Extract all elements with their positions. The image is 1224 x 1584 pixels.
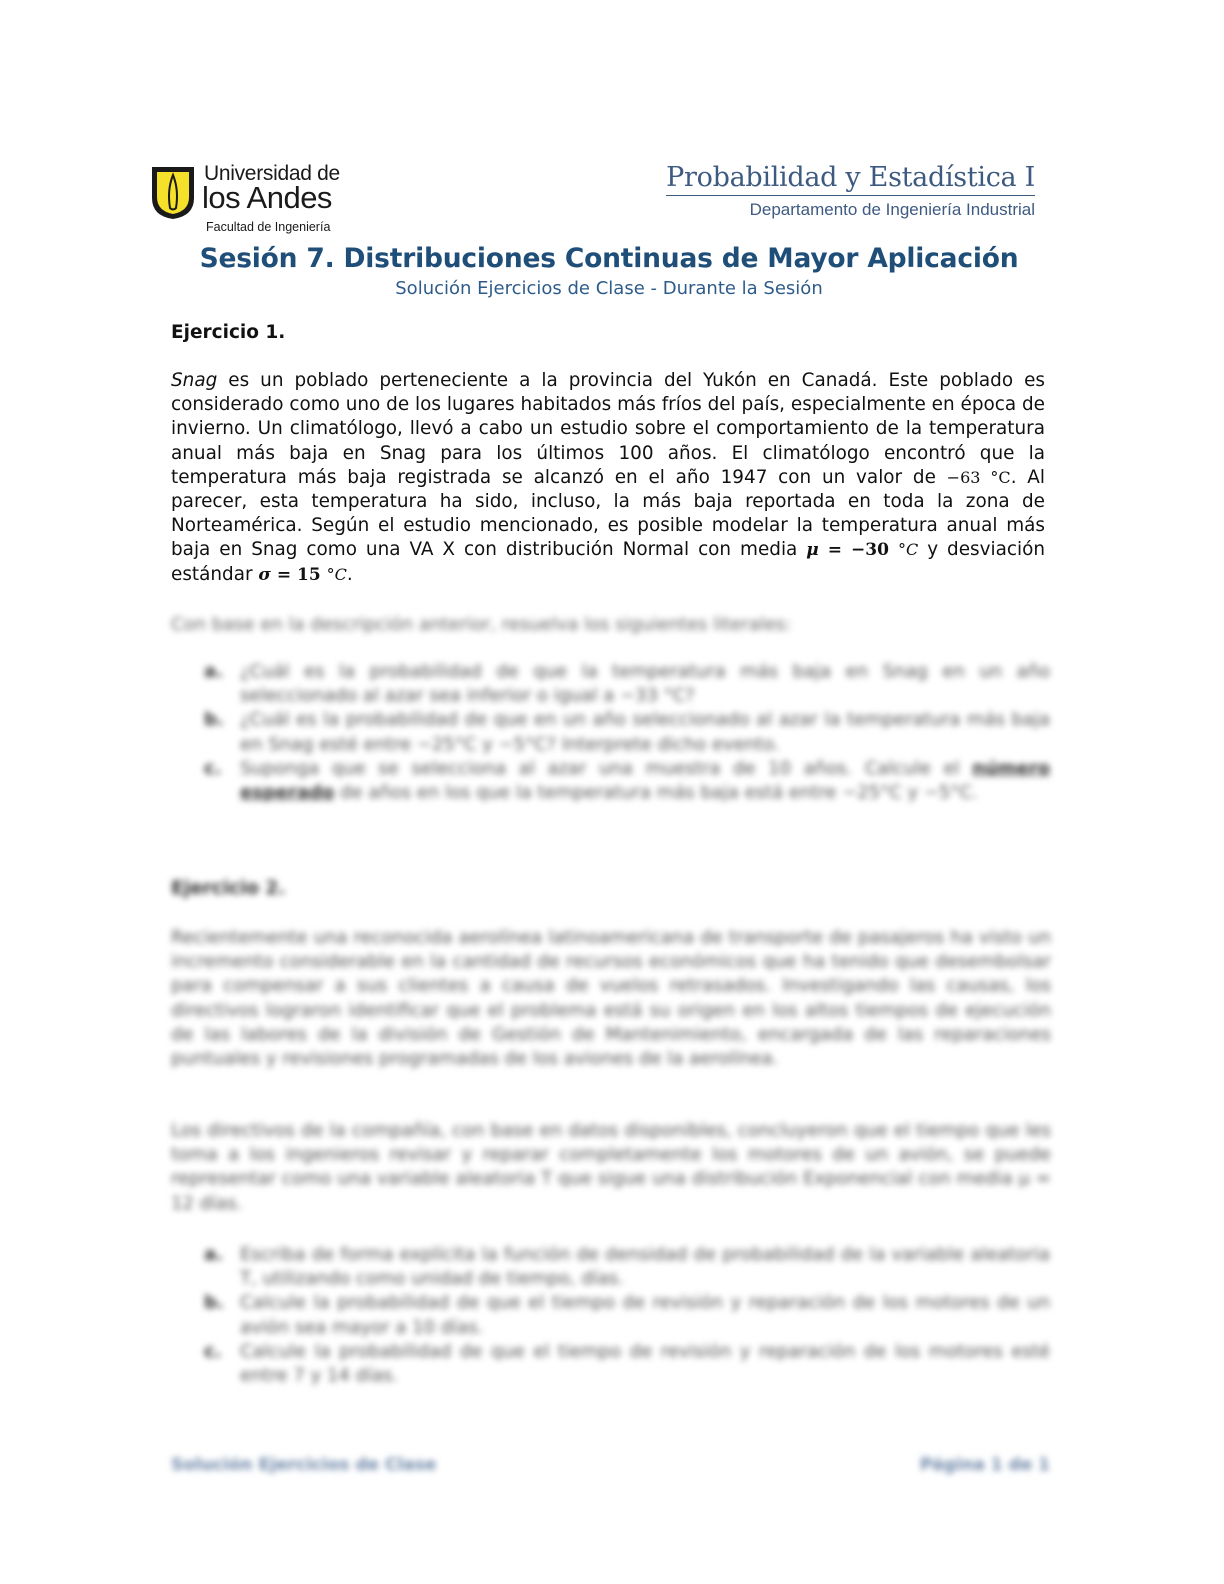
- question-item: [200, 660, 1050, 708]
- question-label: c.: [204, 757, 222, 779]
- question-item: [200, 1243, 1050, 1291]
- document-title: Sesión 7. Distribuciones Continuas de Mayor Aplicación: [199, 243, 1019, 274]
- statement-text: .: [346, 563, 353, 585]
- mu-unit: °C: [897, 540, 919, 560]
- statement-text: . Al parecer, esta temperatura ha sido, incluso, la más baja reportada en toda la zona de Norteamérica. Según el estudio mencionado, es posible modelar la temperatura anual más baja en Snag como una VA X con distribución Normal con media: [171, 466, 1045, 561]
- course-header: [666, 162, 1035, 220]
- sigma-value: = 15: [270, 564, 327, 585]
- min-temperature: −63 °C: [946, 467, 1011, 487]
- question-item: [200, 1340, 1050, 1388]
- department-name: Departamento de Ingeniería Industrial: [749, 200, 1035, 219]
- course-title: Probabilidad y Estadística I: [666, 162, 1035, 196]
- document-subtitle: Solución Ejercicios de Clase - Durante la Sesión: [395, 278, 823, 299]
- question-text: de años en los que la temperatura más baja está entre −25°C y −5°C.: [334, 782, 978, 804]
- logo-line-1: Universidad de: [204, 162, 340, 185]
- exercise-2-paragraph-1: Recientemente una reconocida aerolínea latinoamericana de transporte de pasajeros ha visto un incremento considerable en la cantidad de recursos económicos que ha tenido que desembolsar para compensar a sus clientes a causa de vuelos retrasados. Investigando las causas, los directivos lograron identificar que el problema está su origen en los altos tiempos de ejecución de las labores de la división de Gestión de Mantenimiento, encargada de las reparaciones puntuales y revisiones programadas de los aviones de la aerolínea.: [171, 927, 1051, 1070]
- exercise-2-questions: [200, 1243, 1050, 1388]
- university-logo: [150, 162, 340, 240]
- question-text: Escriba de forma explícita la función de densidad de probabilidad de la variable aleatoria T, utilizando como unidad de tiempo, días.: [240, 1244, 1050, 1290]
- exercise-1-instructions: Con base en la descripción anterior, resuelva los siguientes literales:: [171, 614, 792, 635]
- question-item: [200, 757, 1050, 805]
- footer-page-number: Página 1 de 1: [919, 1455, 1050, 1475]
- question-item: [200, 708, 1050, 756]
- italic-term: Snag: [171, 370, 218, 391]
- footer-document-name: Solución Ejercicios de Clase: [171, 1455, 437, 1475]
- question-label: a.: [204, 1244, 223, 1265]
- sigma-symbol: σ: [258, 564, 271, 585]
- question-item: [200, 1291, 1050, 1339]
- statement-text: es un poblado perteneciente a la provincia del Yukón en Canadá. Este poblado es considerado como uno de los lugares habitados más fríos del país, especialmente en época de invierno. Un climatólogo, llevó a cabo un estudio sobre el comportamiento de la temperatura anual más baja en Snag para los últimos 100 años. El climatólogo encontró que la temperatura más baja registrada se alcanzó en el año 1947 con un valor de: [171, 370, 1045, 488]
- question-label: b.: [204, 709, 224, 731]
- mu-value: = −30: [818, 540, 898, 561]
- logo-faculty: Facultad de Ingeniería: [206, 220, 331, 234]
- exercise-2-paragraph-2: Los directivos de la compañía, con base en datos disponibles, concluyeron que el tiempo que les toma a los ingenieros revisar y reparar completamente los motores de un avión, se puede representar como una variable aleatoria T que sigue una distribución Exponencial con media μ = 12 días.: [171, 1120, 1051, 1214]
- question-label: b.: [204, 1292, 224, 1314]
- exercise-1-heading: Ejercicio 1.: [171, 322, 286, 343]
- question-emphasis: número esperado: [240, 757, 1050, 804]
- question-label: c.: [204, 1340, 222, 1362]
- question-text: ¿Cuál es la probabilidad de que en un año seleccionado al azar la temperatura más baja en Snag esté entre −25°C y −5°C? Interprete dicho evento.: [240, 709, 1050, 755]
- question-text: Suponga que se selecciona al azar una muestra de 10 años. Calcule el: [240, 757, 973, 779]
- logo-line-2: los Andes: [202, 180, 332, 215]
- question-text: Calcule la probabilidad de que el tiempo de revisión y reparación de los motores de un avión sea mayor a 10 días.: [240, 1292, 1050, 1338]
- question-label: a.: [204, 661, 223, 682]
- exercise-1-questions: [200, 660, 1050, 805]
- university-shield-icon: [150, 164, 196, 220]
- question-text: ¿Cuál es la probabilidad de que la temperatura más baja en Snag en un año seleccionado al azar sea inferior o igual a −33 °C?: [240, 661, 1050, 707]
- statement-text: y desviación estándar: [171, 539, 1045, 585]
- exercise-2-heading: Ejercicio 2.: [171, 878, 286, 899]
- sigma-unit: °C: [326, 564, 347, 584]
- mu-symbol: μ: [806, 540, 819, 561]
- exercise-1-statement: [171, 369, 1045, 587]
- question-text: Calcule la probabilidad de que el tiempo de revisión y reparación de los motores esté entre 7 y 14 días.: [240, 1340, 1050, 1387]
